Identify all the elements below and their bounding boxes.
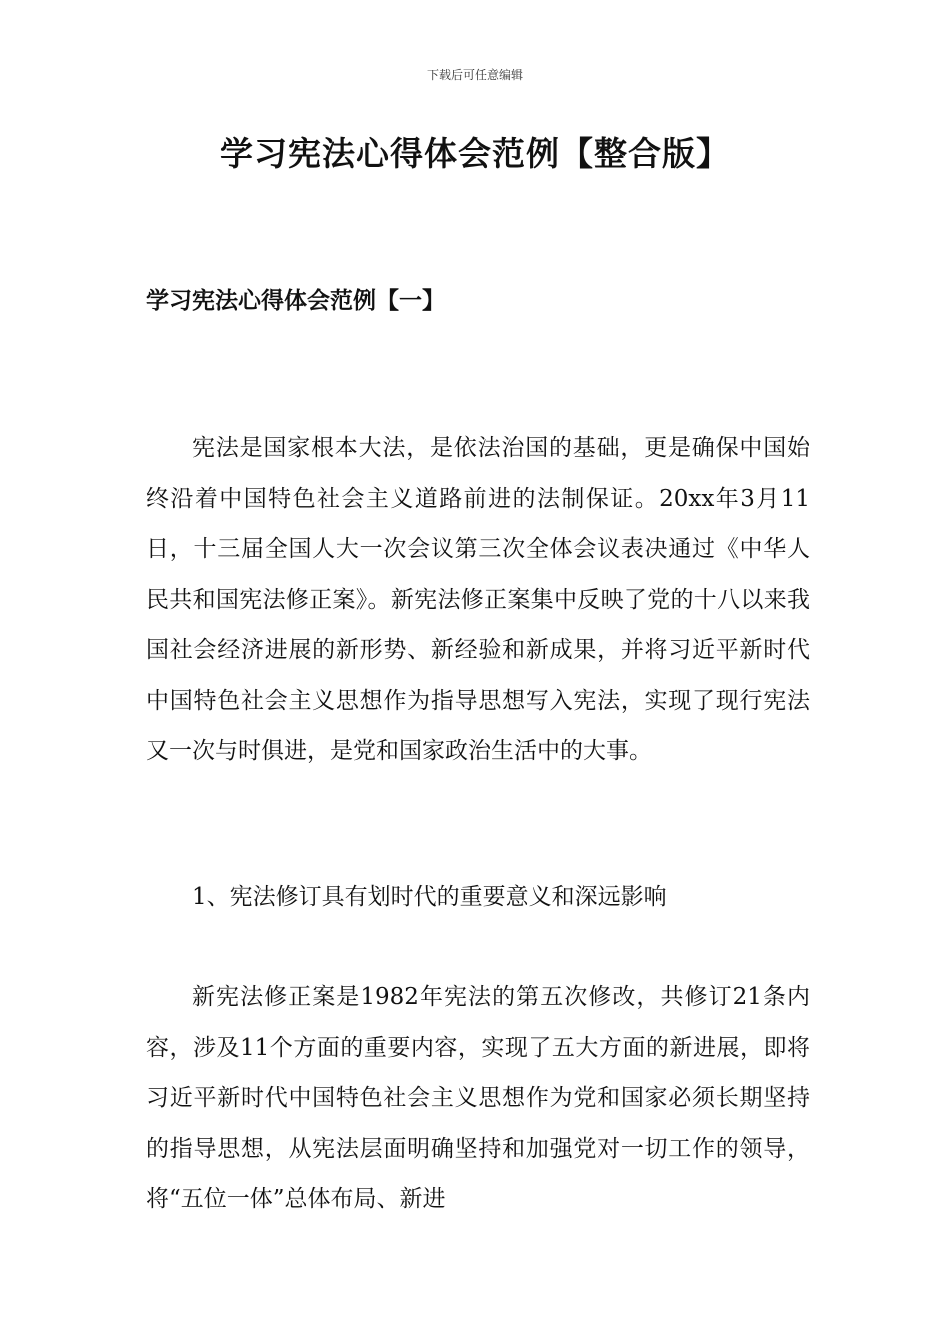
section-heading: 学习宪法心得体会范例【一】 <box>146 287 445 314</box>
body-paragraph-1: 宪法是国家根本大法，是依法治国的基础，更是确保中国始终沿着中国特色社会主义道路前进的法制保证。20xx年3月11日，十三届全国人大一次会议第三次全体会议表决通过《中华人民共和国宪法修正案》。新宪法修正案集中反映了党的十八以来我国社会经济进展的新形势、新经验和新成果，并将习近平新时代中国特色社会主义思想作为指导思想写入宪法，实现了现行宪法又一次与时俱进，是党和国家政治生活中的大事。 <box>146 435 810 764</box>
body-paragraph-2: 新宪法修正案是1982年宪法的第五次修改，共修订21条内容，涉及11个方面的重要内容，实现了五大方面的新进展，即将习近平新时代中国特色社会主义思想作为党和国家必须长期坚持的指导思想，从宪法层面明确坚持和加强党对一切工作的领导，将“五位一体”总体布局、新进 <box>146 984 810 1212</box>
subsection-heading: 1、宪法修订具有划时代的重要意义和深远影响 <box>192 884 667 910</box>
header-note: 下载后可任意编辑 <box>426 68 523 82</box>
document-title: 学习宪法心得体会范例【整合版】 <box>220 134 730 173</box>
